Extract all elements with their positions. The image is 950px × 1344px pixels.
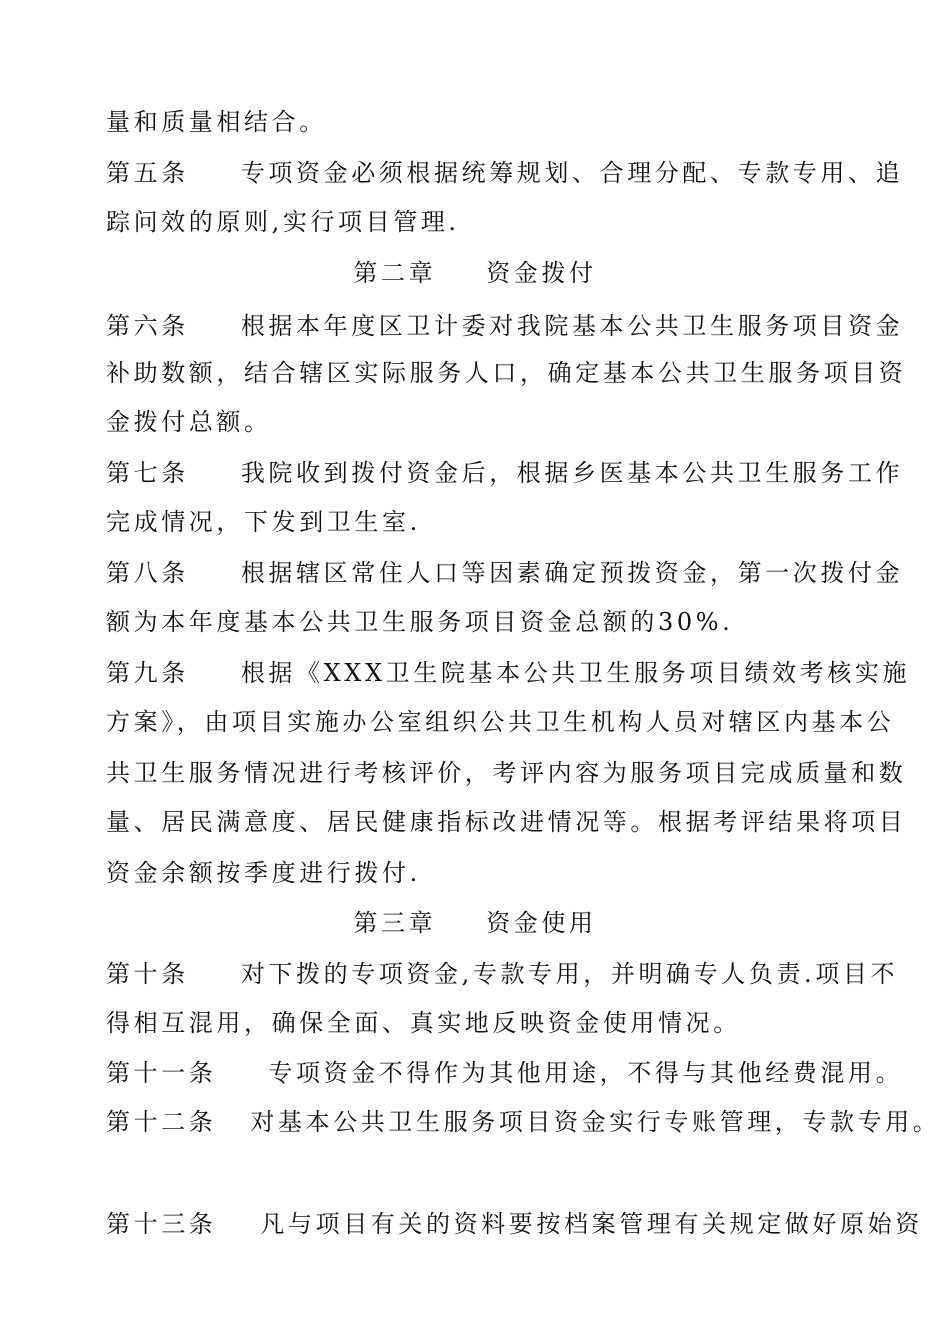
- chapter-title: 资金拨付: [486, 259, 597, 287]
- article-5-line-1: [106, 156, 904, 190]
- paragraph-line: 额为本年度基本公共卫生服务项目资金总额的30%.: [106, 608, 734, 636]
- paragraph-line: 踪问效的原则,实行项目管理.: [106, 208, 460, 236]
- article-7-line-1: [106, 456, 904, 490]
- chapter-heading: [0, 256, 950, 290]
- article-text: 根据辖区常住人口等因素确定预拨资金，第一次拨付金: [240, 559, 904, 587]
- article-text: 我院收到拨付资金后，根据乡医基本公共卫生服务工作: [240, 459, 904, 487]
- paragraph-line: 共卫生服务情况进行考核评价，考评内容为服务项目完成质量和数: [106, 759, 907, 787]
- article-8-line-1: [106, 556, 904, 590]
- article-text: 专项资金必须根据统筹规划、合理分配、专款专用、追: [240, 159, 904, 187]
- article-6-line-1: [106, 309, 904, 343]
- article-label: 第十一条: [106, 1059, 217, 1087]
- article-text: 凡与项目有关的资料要按档案管理有关规定做好原始资: [260, 1210, 923, 1238]
- article-label: 第六条: [106, 312, 189, 340]
- chapter-number: 第二章: [353, 259, 437, 287]
- article-label: 第九条: [106, 659, 189, 687]
- article-10-line-1: [106, 957, 899, 991]
- chapter-title: 资金使用: [486, 909, 597, 937]
- article-text: 根据《XXX卫生院基本公共卫生服务项目绩效考核实施: [240, 659, 911, 687]
- article-label: 第十三条: [106, 1210, 217, 1238]
- paragraph-line: 资金余额按季度进行拨付.: [106, 859, 421, 887]
- paragraph-line: 量、居民满意度、居民健康指标改进情况等。根据考评结果将项目: [106, 808, 907, 836]
- article-13-line-1: [106, 1207, 923, 1241]
- article-11-line-1: [106, 1056, 904, 1090]
- paragraph-line: 量和质量相结合。: [106, 108, 327, 136]
- paragraph-line: 得相互混用，确保全面、真实地反映资金使用情况。: [106, 1009, 741, 1037]
- article-label: 第十二条: [106, 1108, 217, 1136]
- chapter-number: 第三章: [353, 909, 437, 937]
- chapter-heading: [0, 906, 950, 940]
- paragraph-line: 完成情况，下发到卫生室.: [106, 508, 421, 536]
- article-text: 专项资金不得作为其他用途，不得与其他经费混用。: [268, 1059, 904, 1087]
- paragraph-line: 补助数额，结合辖区实际服务人口，确定基本公共卫生服务项目资: [106, 359, 907, 387]
- article-label: 第十条: [106, 960, 189, 988]
- article-9-line-1: [106, 656, 911, 690]
- paragraph-line: 金拨付总额。: [106, 408, 272, 436]
- article-12-line-1: [106, 1105, 941, 1139]
- article-label: 第八条: [106, 559, 189, 587]
- article-text: 根据本年度区卫计委对我院基本公共卫生服务项目资金: [240, 312, 904, 340]
- article-text: 对下拨的专项资金,专款专用，并明确专人负责.项目不: [240, 960, 899, 988]
- paragraph-line: 方案》，由项目实施办公室组织公共卫生机构人员对辖区内基本公: [106, 708, 895, 736]
- article-text: 对基本公共卫生服务项目资金实行专账管理，专款专用。: [250, 1108, 941, 1136]
- article-label: 第五条: [106, 159, 189, 187]
- article-label: 第七条: [106, 459, 189, 487]
